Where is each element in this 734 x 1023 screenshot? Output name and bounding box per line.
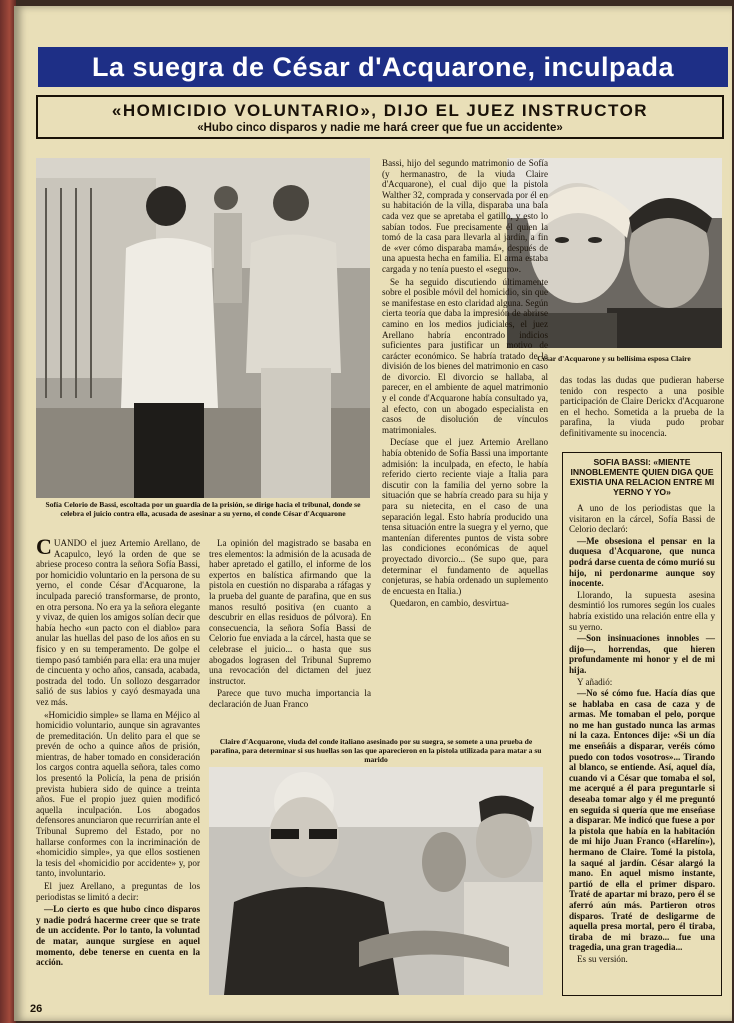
caption-top-left: Sofía Celorio de Bassi, escoltada por un guardia de la prisión, se dirige hacia el tribunal, donde se celebra el juicio contra ella, acusada de asesinar a su yerno, el conde César d'Acquarone [45, 500, 361, 518]
page-number: 26 [30, 1003, 43, 1015]
col3-paragraph-4: Quedaron, en cambio, desvirtua- [390, 598, 509, 609]
sidebar-paragraph-4: —Son insinuaciones innobles —dijo—, horrendas, que hieren profundamente mi honor y el de mi hija. [569, 633, 715, 675]
deck-line-2: «Hubo cinco disparos y nadie me hará creer que fue un accidente» [197, 122, 563, 134]
caption-top-right: César d'Acquarone y su bellísima esposa Claire [537, 354, 691, 363]
deck-box [36, 95, 724, 139]
sidebar-quote-box [562, 452, 722, 996]
col3-paragraph-2: Se ha seguido discutiendo últimamente sobre el posible móvil del homicidio, sin que se manifestase en esto claridad alguna. Según cierta teoría que daba la impresión de abrirse camino en los medios judiciales, el juez Arellano habría encontrado indicios suficientes para justificar un motivo de carácter económico. Se habría tratado de la división de los bienes del matrimonio en caso de divorcio. El divorcio se hallaba, al parecer, en el ambiente de aquel matrimonio y el conde d'Acquarone había consultado ya, al efecto, con un abogado especialista en casos de disolución de vínculos matrimoniales. [382, 276, 548, 435]
col2-paragraph-1: La opinión del magistrado se basaba en tres elementos: la admisión de la acusada de haber apretado el gatillo, el informe de los expertos en balística afirmando que la pistola en cuestión no disparaba a ráfagas y la prueba del guante de parafina, que en sus manos resultó positiva (en cuanto a descubrir en ellas residuos de pólvora). En consecuencia, la señora Sofía Bassi de Celorio fue enviada a la cárcel, hasta que se celebrase el juicio... o hasta que sus abogados lograsen del Tribunal Supremo una revocación del dictamen del juez instructor. [209, 538, 371, 686]
col1-paragraph-1: UANDO el juez Artemio Arellano, de Acapulco, leyó la orden de que se abriese proceso contra la señora Sofía Bassi, por homicidio voluntario en la persona de su yerno, el conde César d'Acquarone, la inculpada pareció transformarse, de pronto, en otra persona. No era ya la señora elegante y vivaz, de quien los amigos solían decir que había hecho «un pacto con el diablo» para anular las huellas del paso de los años en su físico y en su temperamento. De golpe el tiempo pasó también para ella: era una mujer de cincuenta y ocho años, cansada, acabada, postrada del todo. Un sollozo desgarrador salió de sus labios y cayó desmayada una vez más. [36, 538, 200, 707]
col1-paragraph-3: El juez Arellano, a preguntas de los periodistas se limitó a decir: [36, 881, 200, 902]
col3-paragraph-1: Bassi, hijo del segundo matrimonio de Sofía (y hermanastro, de la viuda Claire d'Acquarone), el cual dijo que la pistola Walther 32, comprada y conservada por él en su habitación de la villa, disparaba una bala cada vez que se apretaba el gatillo, y esto lo sabían todos. Fue precisamente él quien la tomó de la casa para llevarla al jardín, a fin de «ver cómo disparaba mamá», después de una apuesta hecha en familia. El arma estaba cargada y no tenía puesto el «seguro». [382, 158, 548, 274]
sidebar-paragraph-1: A uno de los periodistas que la visitaron en la cárcel, Sofía Bassi de Celorio declaró: [569, 503, 715, 535]
sidebar-paragraph-6: —No sé cómo fue. Hacía días que se hablaba en casa de caza y de armas. Me tomaban el pelo, porque no me han gustado nunca las armas ni la caza. Entonces dije: «Si un día me enseñáis a disparar, veréis cómo puedo con todos vosotros»... Tirando al blanco, se entiende. Así, aquel día, cuando vi a César que tomaba el sol, me acerqué a él para preguntarle si deseaba tomar algo y él me preguntó en seguida si quería que me enseñase a disparar. Me indicó que fuese a por la pistola que había en la habitación de mi hijo Juan Franco («Harelín»), hermano de Claire. Tomé la pistola, la saqué al jardín. César alargó la mano. En aquel mismo instante, partió de ella el primer disparo. Traté de apartar mi brazo, pero él se aferró aún más. Partieron otros disparos. Traté de desligarme de aquella presa mortal, pero él tiraba, tiraba de mi brazo... fue una tragedia, una gran tragedia... [569, 688, 715, 953]
drop-cap: C [36, 538, 52, 559]
article-column-2 [209, 538, 371, 734]
caption-bottom: Claire d'Acquarone, viuda del conde italiano asesinado por su suegra, se somete a una prueba de parafina, para determinar si sus huellas son las que aparecieron en la pistola utilizada para matar a su marido [210, 737, 542, 764]
sidebar-paragraph-3: Llorando, la supuesta asesina desmintió los rumores según los cuales habría existido una relación entre ella y su yerno. [569, 589, 715, 632]
photo-sofia-escorted [36, 158, 370, 498]
sidebar-paragraph-2: —Me obsesiona el pensar en la duquesa d'Acquarone, que nunca podrá darse cuenta de cómo murió su hijo, ni perdonarme aunque soy inocente. [569, 535, 716, 589]
article-column-1 [36, 538, 200, 998]
headline: La suegra de César d'Acquarone, inculpada [38, 47, 728, 87]
col4-paragraph-1: das todas las dudas que pudieran haberse tenido con respecto a una posible participación de Claire Derickx d'Acquarone en el hecho. Sometida a la prueba de la parafina, la viuda pudo probar definitivamente su inocencia. [560, 375, 724, 438]
col2-paragraph-2: Parece que tuvo mucha importancia la declaración de Juan Franco [209, 688, 371, 709]
article-column-4 [560, 375, 724, 445]
deck-line-1: «HOMICIDIO VOLUNTARIO», DIJO EL JUEZ INSTRUCTOR [111, 101, 649, 120]
sidebar-paragraph-7: Es su versión. [577, 953, 628, 964]
photo-claire-paraffin-test [209, 767, 543, 995]
col3-paragraph-3: Decíase que el juez Artemio Arellano había obtenido de Sofía Bassi una importante admisión: la inculpada, en efecto, le había referido cierto reciente viaje a Italia para discutir con la familia del yerno sobre la situación que se habría creado para su hija y para su nietecita, en el caso de una separación legal. Esto habría producido una tensa situación entre la suegra y el yerno, que mantenían diferentes puntos de vista sobre las condiciones económicas de aquel proyectado divorcio... (Se supo que, para determinar el fundamento de aquellas conjeturas, se había ordenado un suplemento de encuesta en Italia.) [382, 437, 548, 596]
sidebar-paragraph-5: Y añadió: [577, 676, 613, 687]
sidebar-text [569, 503, 715, 965]
article-column-3 [382, 158, 548, 728]
sidebar-heading: SOFIA BASSI: «MIENTE INNOBLEMENTE QUIEN DIGA QUE EXISTIA UNA RELACION ENTRE MI YERNO Y YO» [569, 457, 715, 497]
col1-paragraph-4: —Lo cierto es que hubo cinco disparos y nadie podrá hacerme creer que se trate de un accidente. Por lo tanto, la voluntad de matar, aunque surgiese en aquel momento, debe tenerse en cuenta en la acción. [36, 904, 200, 968]
col1-paragraph-2: «Homicidio simple» se llama en Méjico al homicidio voluntario, aunque sin agravantes de premeditación. Un delito para el que se prevén de ocho a quince años de prisión, mientras, de haber tomado en consideración los cargos contra aquella señora, tales como los presentó la Policía, la pena de prisión prevista hubiera sido de quince a treinta años. Fue el propio juez quien modificó aquella inculpación. Los abogados defensores anunciaron que recurrirían ante el Tribunal Supremo del Estado, por no hallarse conformes con la incriminación de «homicidio simple», ya que ellos sostienen la tesis del «homicidio por accidente» y, por tanto, involuntario. [36, 709, 200, 879]
